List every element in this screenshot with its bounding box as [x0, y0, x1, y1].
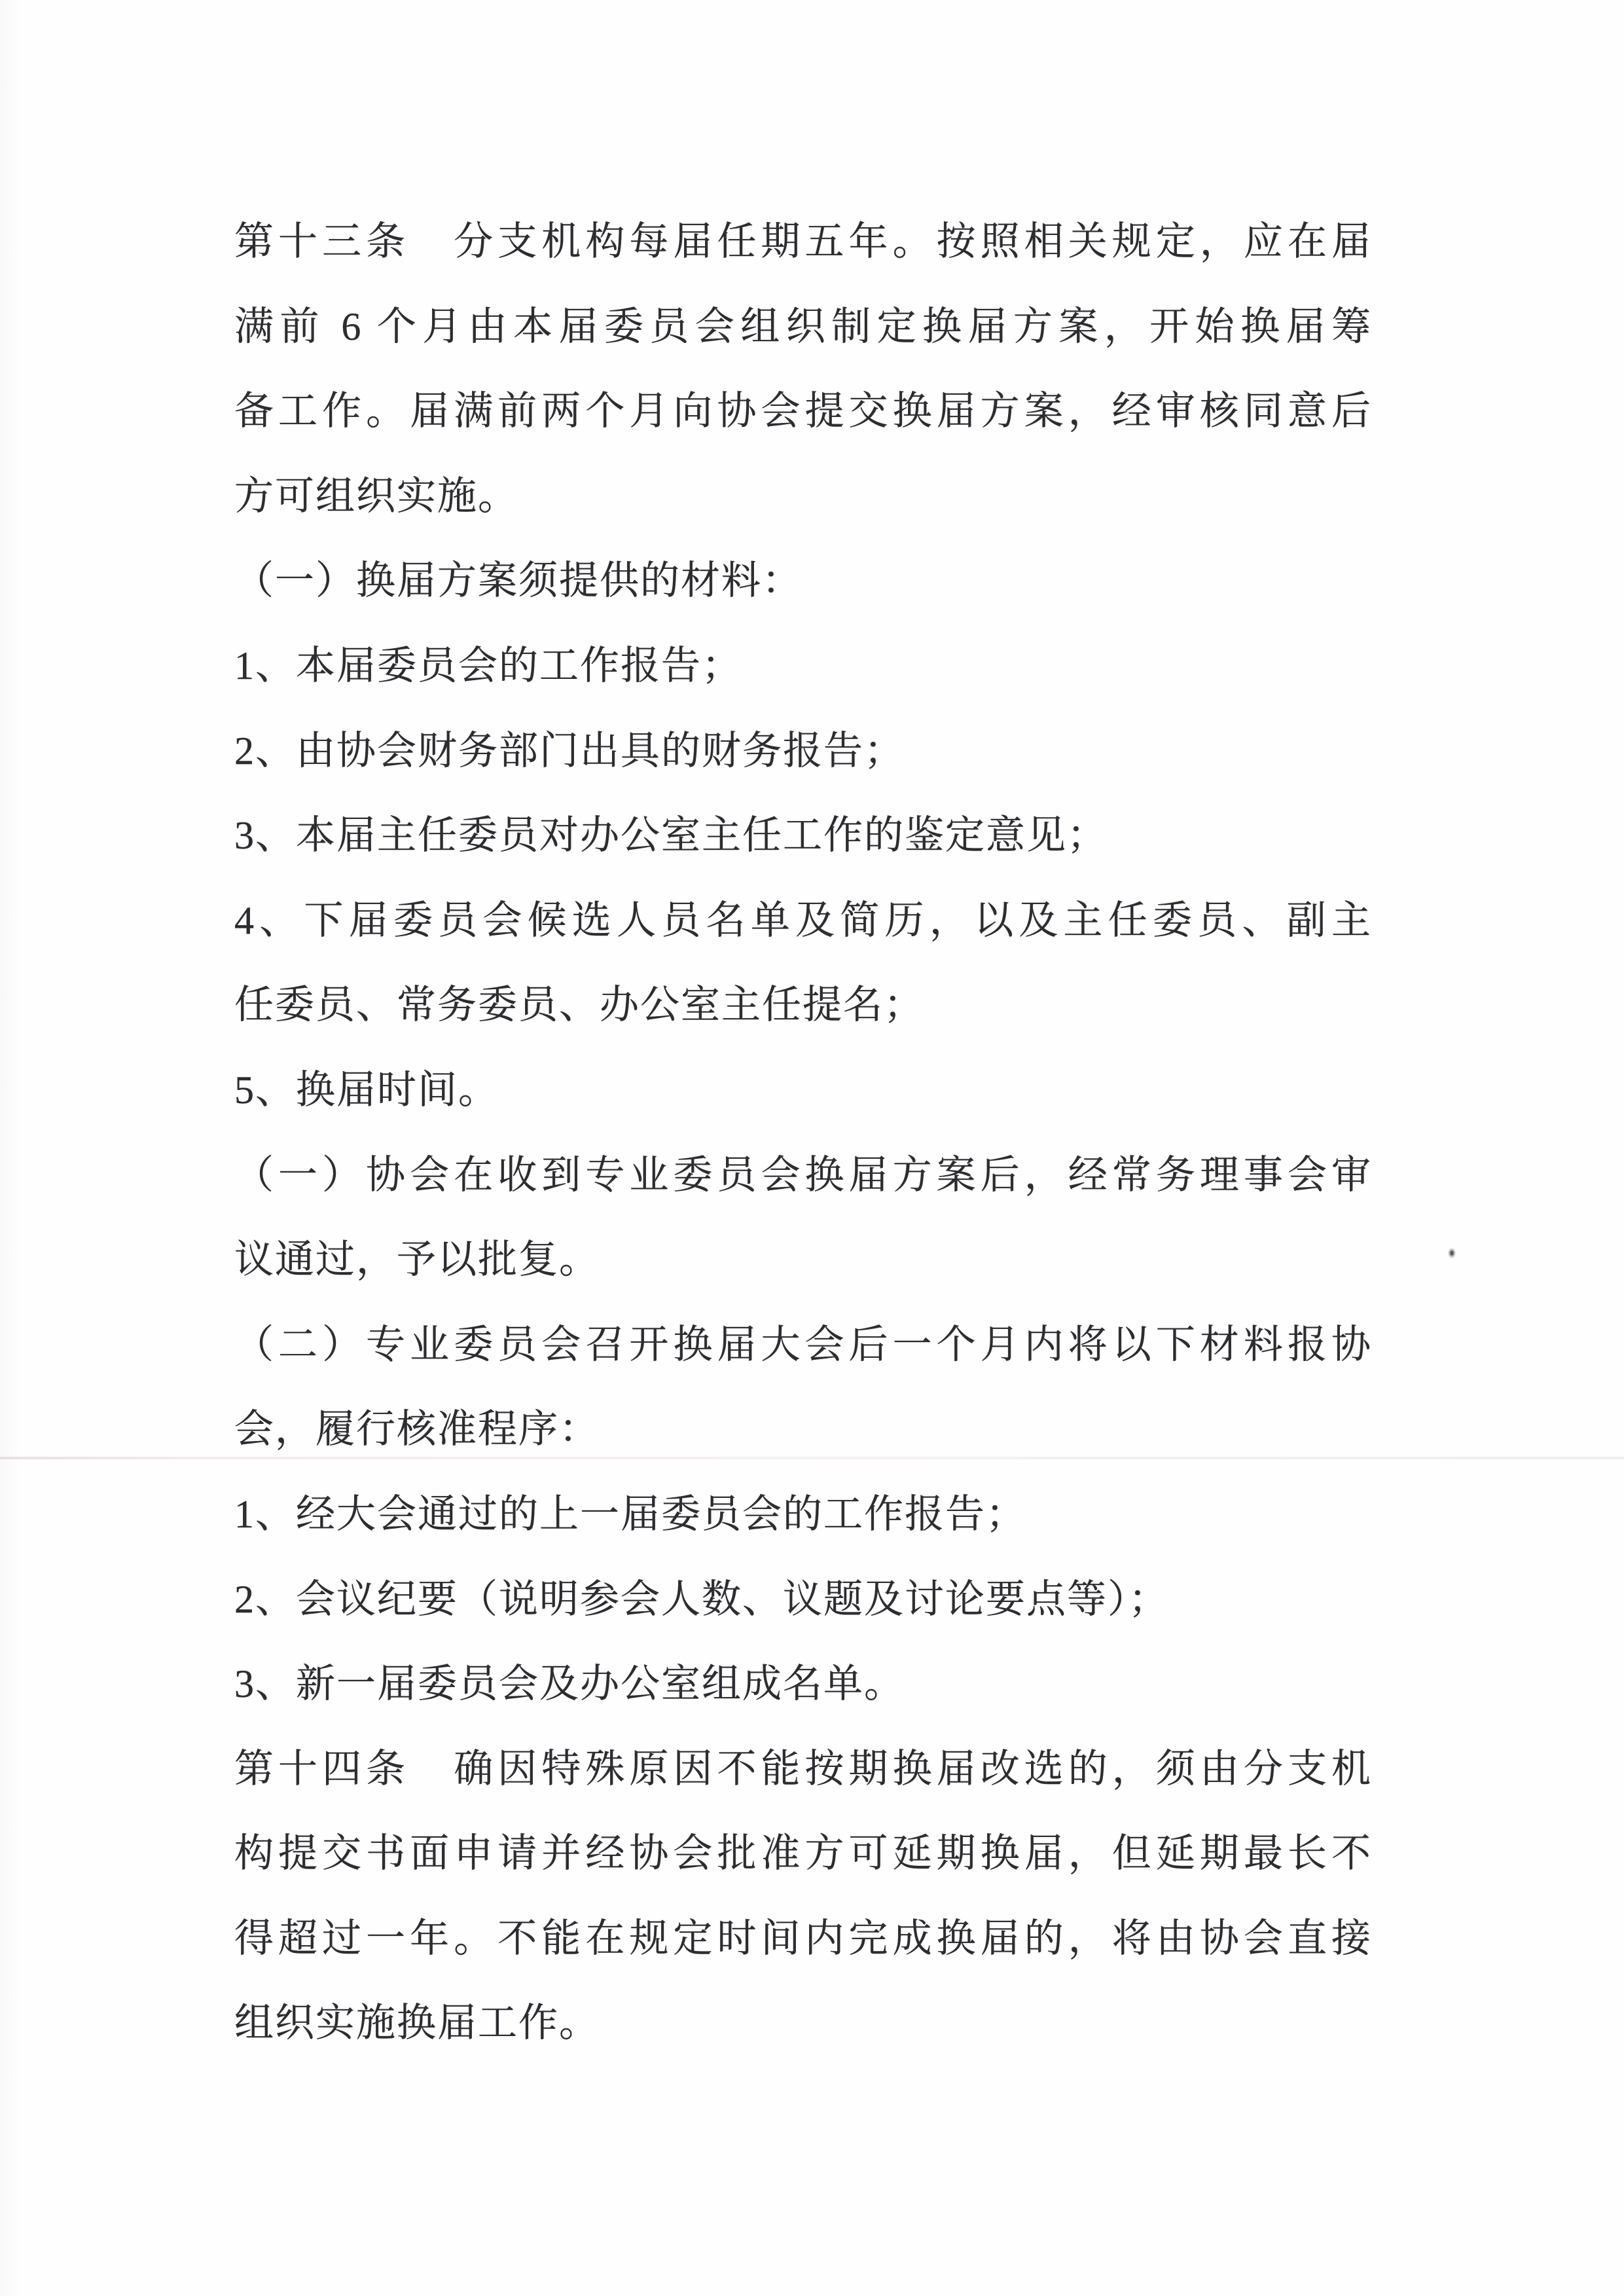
text-line: （二）专业委员会召开换届大会后一个月内将以下材料报协: [234, 1322, 1371, 1366]
text-line: 3、新一届委员会及办公室组成名单。: [234, 1662, 905, 1706]
text-line: 1、本届委员会的工作报告；: [234, 644, 742, 687]
text-line: 任委员、常务委员、办公室主任提名；: [234, 983, 924, 1027]
text-line: 会，履行核准程序：: [234, 1408, 600, 1451]
text-line: 得超过一年。不能在规定时间内完成换届的，将由协会直接: [234, 1916, 1371, 1960]
text-line: 1、经大会通过的上一届委员会的工作报告；: [234, 1492, 1026, 1536]
text-line: 构提交书面申请并经协会批准方可延期换届，但延期最长不: [234, 1832, 1371, 1876]
text-line: （一）协会在收到专业委员会换届方案后，经常务理事会审: [234, 1153, 1371, 1197]
text-line: 议通过，予以批复。: [234, 1238, 600, 1282]
text-line: 3、本届主任委员对办公室主任工作的鉴定意见；: [234, 814, 1108, 858]
text-line: 方可组织实施。: [234, 474, 518, 518]
text-line: 2、会议纪要（说明参会人数、议题及讨论要点等）；: [234, 1577, 1169, 1621]
text-line: 第十四条 确因特殊原因不能按期换届改选的，须由分支机: [234, 1747, 1371, 1791]
text-line: 组织实施换届工作。: [234, 2001, 600, 2045]
text-line: （一）换届方案须提供的材料：: [234, 559, 803, 603]
text-line: 满前 6 个月由本届委员会组织制定换届方案，开始换届筹: [234, 304, 1371, 348]
text-line: 2、由协会财务部门出具的财务报告；: [234, 729, 905, 773]
text-line: 4、下届委员会候选人员名单及简历，以及主任委员、副主: [234, 898, 1371, 942]
text-line: 第十三条 分支机构每届任期五年。按照相关规定，应在届: [234, 220, 1371, 263]
text-block: [234, 200, 1371, 2066]
text-line: 备工作。届满前两个月向协会提交换届方案，经审核同意后: [234, 390, 1371, 433]
text-line: 5、换届时间。: [234, 1068, 499, 1112]
ink-speck: [1448, 1248, 1456, 1258]
